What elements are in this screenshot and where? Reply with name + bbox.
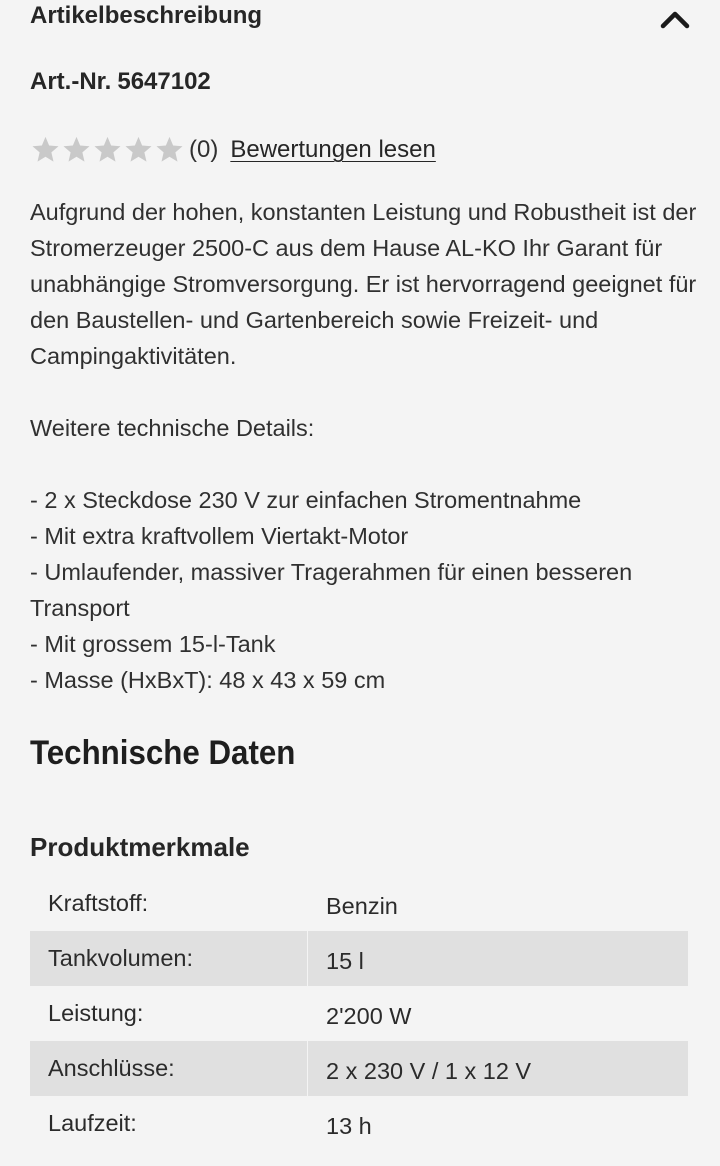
spec-value: 13 h	[326, 1113, 372, 1139]
section-title: Artikelbeschreibung	[30, 2, 263, 29]
table-row	[30, 1096, 688, 1151]
spec-value: 2 x 230 V / 1 x 12 V	[326, 1058, 532, 1084]
table-row	[30, 931, 688, 986]
star-rating	[30, 135, 185, 165]
chevron-up-icon[interactable]	[660, 8, 690, 30]
spec-label: Laufzeit:	[30, 1096, 308, 1151]
star-icon	[30, 135, 61, 165]
details-title: Weitere technische Details:	[30, 415, 315, 441]
star-icon	[92, 135, 123, 165]
article-number-label: Art.-Nr.	[30, 68, 112, 95]
list-item: - Masse (HxBxT): 48 x 43 x 59 cm	[30, 667, 386, 693]
list-item: - Mit grossem 15-l-Tank	[30, 631, 276, 657]
read-reviews-link[interactable]: Bewertungen lesen	[230, 136, 436, 163]
star-icon	[61, 135, 92, 165]
spec-label: Leistung:	[30, 986, 308, 1041]
features-title: Produktmerkmale	[30, 832, 250, 862]
details-list	[30, 482, 710, 698]
article-number-value: 5647102	[117, 68, 211, 95]
description-text	[30, 194, 700, 374]
star-icon	[154, 135, 185, 165]
list-item: - Mit extra kraftvollem Viertakt-Motor	[30, 523, 409, 549]
description-paragraph: Aufgrund der hohen, konstanten Leistung und Robustheit ist der Stromerzeuger 2500-C aus dem Hause AL-KO Ihr Garant für unabhängige Stromversorgung. Er ist hervorragend geeignet für den Baustellen- und Gartenbereich sowie Freizeit- und Campingaktivitäten.	[30, 199, 697, 369]
table-row	[30, 986, 688, 1041]
spec-label: Tankvolumen:	[30, 931, 308, 986]
spec-table	[30, 876, 688, 1151]
table-row	[30, 876, 688, 931]
table-row	[30, 1041, 688, 1096]
star-icon	[123, 135, 154, 165]
list-item: - 2 x Steckdose 230 V zur einfachen Stromentnahme	[30, 487, 582, 513]
article-number	[30, 68, 217, 96]
spec-label: Kraftstoff:	[30, 876, 308, 931]
spec-label: Anschlüsse:	[30, 1041, 308, 1096]
list-item: - Umlaufender, massiver Tragerahmen für einen besseren Transport	[30, 559, 633, 621]
spec-value: 2'200 W	[326, 1003, 412, 1029]
spec-value: 15 l	[326, 948, 364, 974]
spec-value: Benzin	[326, 893, 398, 919]
rating-count: (0)	[189, 136, 219, 163]
rating-row	[30, 132, 436, 168]
section-header-artikelbeschreibung[interactable]	[30, 0, 694, 40]
tech-data-heading: Technische Daten	[30, 734, 296, 772]
